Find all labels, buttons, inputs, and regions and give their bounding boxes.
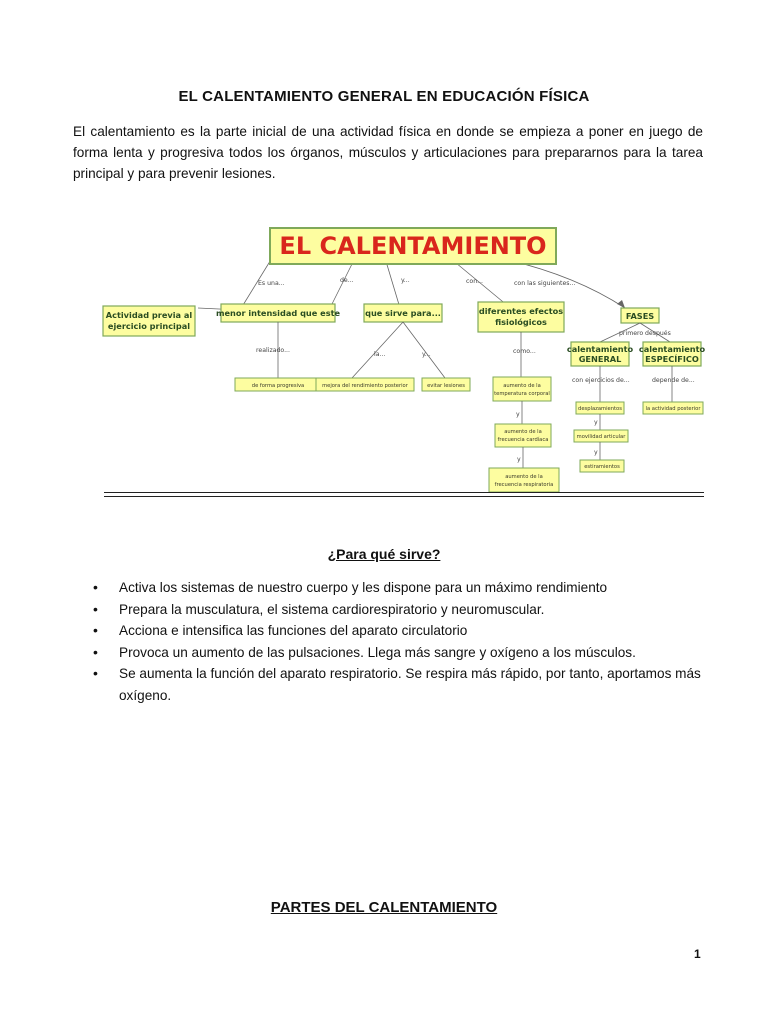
bullet-icon: • [93, 643, 98, 660]
link-y2: y... [422, 351, 431, 358]
leaf-estiramientos-text: estiramientos [584, 464, 620, 470]
node-menor-text: menor intensidad que este [215, 308, 341, 318]
leaf-card-line2: frecuencia cardíaca [497, 437, 549, 443]
leaf-evitar-text: evitar lesiones [427, 383, 465, 389]
leaf-mejora-text: mejora del rendimiento posterior [322, 383, 408, 389]
link-es-una: Es una... [258, 280, 285, 287]
link-con-las: con las siguientes... [514, 280, 576, 287]
page-title: EL CALENTAMIENTO GENERAL EN EDUCACIÓN FÍSICA [178, 88, 590, 105]
list-item-text: Provoca un aumento de las pulsaciones. Llega más sangre y oxígeno a los músculos. [119, 644, 636, 660]
benefits-list [92, 577, 712, 706]
edge-y2 [403, 322, 445, 378]
node-sirve-text: que sirve para... [365, 308, 441, 318]
link-con-ejercicios: con ejercicios de... [572, 377, 630, 384]
leaf-cardiaca [495, 424, 551, 447]
leaf-temperatura [493, 377, 551, 401]
node-actividad-line1: Actividad previa al [105, 310, 193, 320]
link-y5: y [594, 419, 598, 426]
leaf-movilidad-text: movilidad articular [576, 434, 626, 440]
edge-y [385, 258, 400, 308]
intro-paragraph: El calentamiento es la parte inicial de una actividad física en donde se empieza a poner en juego de forma lenta y progresiva todos los órganos, músculos y articulaciones para prepararnos para la tarea principal y para prevenir lesiones. [73, 124, 703, 181]
leaf-card-line1: aumento de la [504, 429, 542, 435]
link-de: de... [340, 277, 354, 284]
bullet-icon: • [93, 600, 98, 617]
list-item [92, 620, 712, 642]
arrow-fases [617, 300, 625, 308]
bullet-icon: • [93, 665, 98, 681]
leaf-respiratoria [489, 468, 559, 492]
link-despues: después [645, 330, 671, 337]
leaf-resp-line1: aumento de la [505, 474, 543, 480]
list-item-text: Prepara la musculatura, el sistema cardiorespiratorio y neuromuscular. [119, 601, 545, 617]
leaf-desplazamientos-text: desplazamientos [578, 406, 622, 412]
list-item-text: Acciona e intensifica las funciones del aparato circulatorio [119, 623, 468, 638]
link-la: la... [374, 351, 386, 358]
section-heading-partes: PARTES DEL CALENTAMIENTO [270, 899, 498, 916]
link-con: con... [466, 278, 484, 285]
list-item [92, 599, 712, 621]
node-especifico-line2: ESPECÍFICO [645, 354, 699, 364]
node-especifico-line1: calentamiento [638, 344, 706, 354]
list-item-text: Se aumenta la función del aparato respiratorio. Se respira más rápido, por tanto, aportamos más oxígeno. [119, 666, 701, 703]
separator-line-top [104, 492, 704, 493]
node-fases-text: FASES [625, 311, 655, 321]
bullet-icon: • [93, 579, 98, 595]
list-item [92, 642, 712, 664]
separator-line-bottom [104, 496, 704, 497]
list-item [92, 663, 712, 706]
section-heading-para-que-sirve: ¿Para qué sirve? [327, 546, 441, 562]
leaf-temp-line2: temperatura corporal [494, 391, 550, 397]
bullet-icon: • [93, 622, 98, 638]
link-realizado: realizado... [256, 347, 290, 354]
list-item [92, 577, 712, 599]
link-y4: y [517, 456, 521, 463]
leaf-progresivo-text: de forma progresiva [251, 383, 305, 389]
link-y: y... [401, 277, 410, 284]
link-y3: y [516, 411, 520, 418]
node-efectos-line1: diferentes efectos [478, 306, 564, 316]
concept-map [100, 222, 710, 496]
leaf-actividad-posterior-text: la actividad posterior [645, 406, 701, 412]
node-actividad-line2: ejercicio principal [107, 321, 191, 331]
list-item-text: Activa los sistemas de nuestro cuerpo y les dispone para un máximo rendimiento [119, 580, 608, 595]
leaf-resp-line2: frecuencia respiratoria [494, 482, 554, 488]
leaf-temp-line1: aumento de la [503, 383, 541, 389]
link-depende: depende de... [652, 377, 695, 384]
link-como: como... [513, 348, 536, 355]
node-efectos-line2: fisiológicos [495, 317, 547, 327]
page-number: 1 [694, 947, 701, 961]
link-y6: y [594, 449, 598, 456]
node-general-line2: GENERAL [578, 354, 622, 364]
edge-la [352, 322, 403, 378]
link-primero: primero [619, 330, 644, 337]
map-title: EL CALENTAMIENTO [279, 232, 547, 260]
node-general-line1: calentamiento [566, 344, 634, 354]
